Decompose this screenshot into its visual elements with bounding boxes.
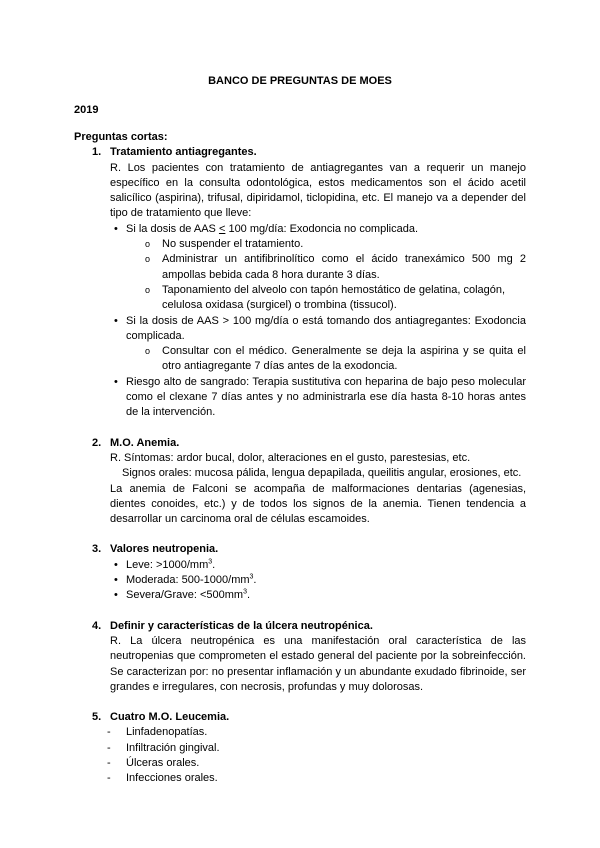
sub-bullet-text: No suspender el tratamiento.: [162, 238, 304, 251]
superscript: 3: [249, 573, 254, 581]
dash-text: Infiltración gingival.: [126, 741, 220, 754]
bullet-text-pre: Si la dosis de AAS: [126, 222, 219, 235]
document-title: BANCO DE PREGUNTAS DE MOES: [208, 75, 392, 87]
sub-bullet-item: [74, 283, 526, 314]
bullet-text-post: 100 mg/día: Exodoncia no complicada.: [225, 222, 419, 235]
bullet-mark: •: [114, 222, 118, 235]
dash-text: Úlceras orales.: [126, 756, 200, 769]
question-2: [74, 436, 526, 528]
sub-bullet-text: Administrar un antifibrinolítico como el ácido tranexámico 500 mg 2 ampollas bebida cada 8 hora durante 3 días.: [162, 253, 526, 281]
bullet-text: Riesgo alto de sangrado: Terapia sustitutiva con heparina de bajo peso molecular como el clexane 7 días antes y no administrarla ese día hasta 8-10 horas antes de la intervención.: [126, 375, 526, 419]
answer-text: R. Los pacientes con tratamiento de antiagregantes van a requerir un manejo específico en la consulta odontológica, estos medicamentos son el ácido acetil salicílico (aspirina), trifusal, dipiridamol, ticlopidina, etc. El manejo va a depender del tipo de tratamiento que lleve:: [110, 161, 526, 220]
dash-mark: -: [107, 741, 111, 754]
question-1: [74, 145, 526, 221]
sub-bullet-item: [74, 252, 526, 283]
bullet-item: [74, 314, 526, 345]
dash-item: [74, 741, 526, 756]
sub-bullet-mark: o: [145, 239, 151, 250]
bullet-item: [74, 573, 526, 588]
superscript: 3: [208, 558, 213, 566]
question-number: 4.: [92, 619, 102, 632]
answer-line: Signos orales: mucosa pálida, lengua depapilada, queilitis angular, erosiones, etc.: [122, 467, 522, 480]
question-4: [74, 619, 526, 695]
question-title: M.O. Anemia.: [110, 436, 180, 449]
bullet-end: .: [247, 589, 251, 602]
bullet-mark: •: [114, 375, 118, 388]
bullet-mark: •: [114, 558, 118, 571]
sub-bullet-text: Consultar con el médico. Generalmente se deja la aspirina y se quita el otro antiagregante 7 días antes de la exodoncia.: [162, 345, 526, 373]
bullet-text: Si la dosis de AAS > 100 mg/día o está tomando dos antiagregantes: Exodoncia complicada.: [126, 314, 526, 342]
answer-line: La anemia de Falconi se acompaña de malformaciones dentarias (agenesias, dientes conoides, etc.) y de todos los signos de la anemia. Tienen tendencia a desarrollar un carcinoma oral de células escamoides.: [110, 482, 526, 526]
sub-bullet-mark: o: [145, 254, 151, 265]
section-heading: Preguntas cortas:: [74, 131, 168, 143]
bullet-mark: •: [114, 589, 118, 602]
dash-item: [74, 756, 526, 771]
question-3: [74, 542, 526, 557]
dash-text: Infecciones orales.: [126, 772, 218, 785]
sub-bullet-item: [74, 344, 526, 375]
question-number: 3.: [92, 543, 102, 556]
bullet-text: Moderada: 500-1000/mm: [126, 574, 250, 587]
question-5: [74, 710, 526, 725]
question-number: 5.: [92, 711, 102, 724]
document-year: 2019: [74, 104, 99, 116]
question-title: Valores neutropenia.: [110, 543, 219, 556]
bullet-item: [74, 375, 526, 421]
bullet-item: [74, 222, 526, 237]
bullet-mark: •: [114, 574, 118, 587]
dash-item: [74, 771, 526, 786]
question-number: 2.: [92, 436, 102, 449]
bullet-end: .: [212, 558, 216, 571]
sub-bullet-text: Taponamiento del alveolo con tapón hemostático de gelatina, colagón, celulosa oxidasa (surgicel) o trombina (tissucol).: [162, 283, 506, 312]
superscript: 3: [243, 588, 247, 596]
dash-item: [74, 725, 526, 740]
bullet-end: .: [253, 574, 257, 587]
document-body: [74, 130, 526, 787]
question-title: Definir y características de la úlcera neutropénica.: [110, 619, 373, 632]
sub-bullet-mark: o: [145, 346, 151, 357]
bullet-mark: •: [114, 314, 118, 327]
bullet-text: Leve: >1000/mm: [126, 558, 209, 571]
sub-bullet-mark: o: [145, 284, 151, 295]
sub-bullet-item: [74, 237, 526, 252]
dash-mark: -: [107, 756, 111, 769]
bullet-text-underlined: <: [218, 222, 226, 235]
question-title: Cuatro M.O. Leucemia.: [110, 711, 230, 724]
dash-mark: -: [107, 772, 111, 785]
dash-text: Linfadenopatías.: [126, 726, 208, 739]
answer-text: R. La úlcera neutropénica es una manifestación oral característica de las neutropenias que comprometen el estado general del paciente por la sobreinfección. Se caracterizan por: no presentar inflamación y un abundante exudado fibrinoide, ser grandes e irregulares, con necrosis, profundas y muy dolorosas.: [110, 634, 526, 693]
dash-mark: -: [107, 726, 111, 739]
bullet-item: [74, 588, 526, 603]
answer-line: R. Síntomas: ardor bucal, dolor, alteraciones en el gusto, parestesias, etc.: [110, 451, 471, 464]
bullet-text: Severa/Grave: <500mm: [126, 589, 244, 602]
bullet-item: [74, 558, 526, 573]
question-number: 1.: [92, 146, 102, 159]
question-title: Tratamiento antiagregantes.: [110, 146, 257, 159]
